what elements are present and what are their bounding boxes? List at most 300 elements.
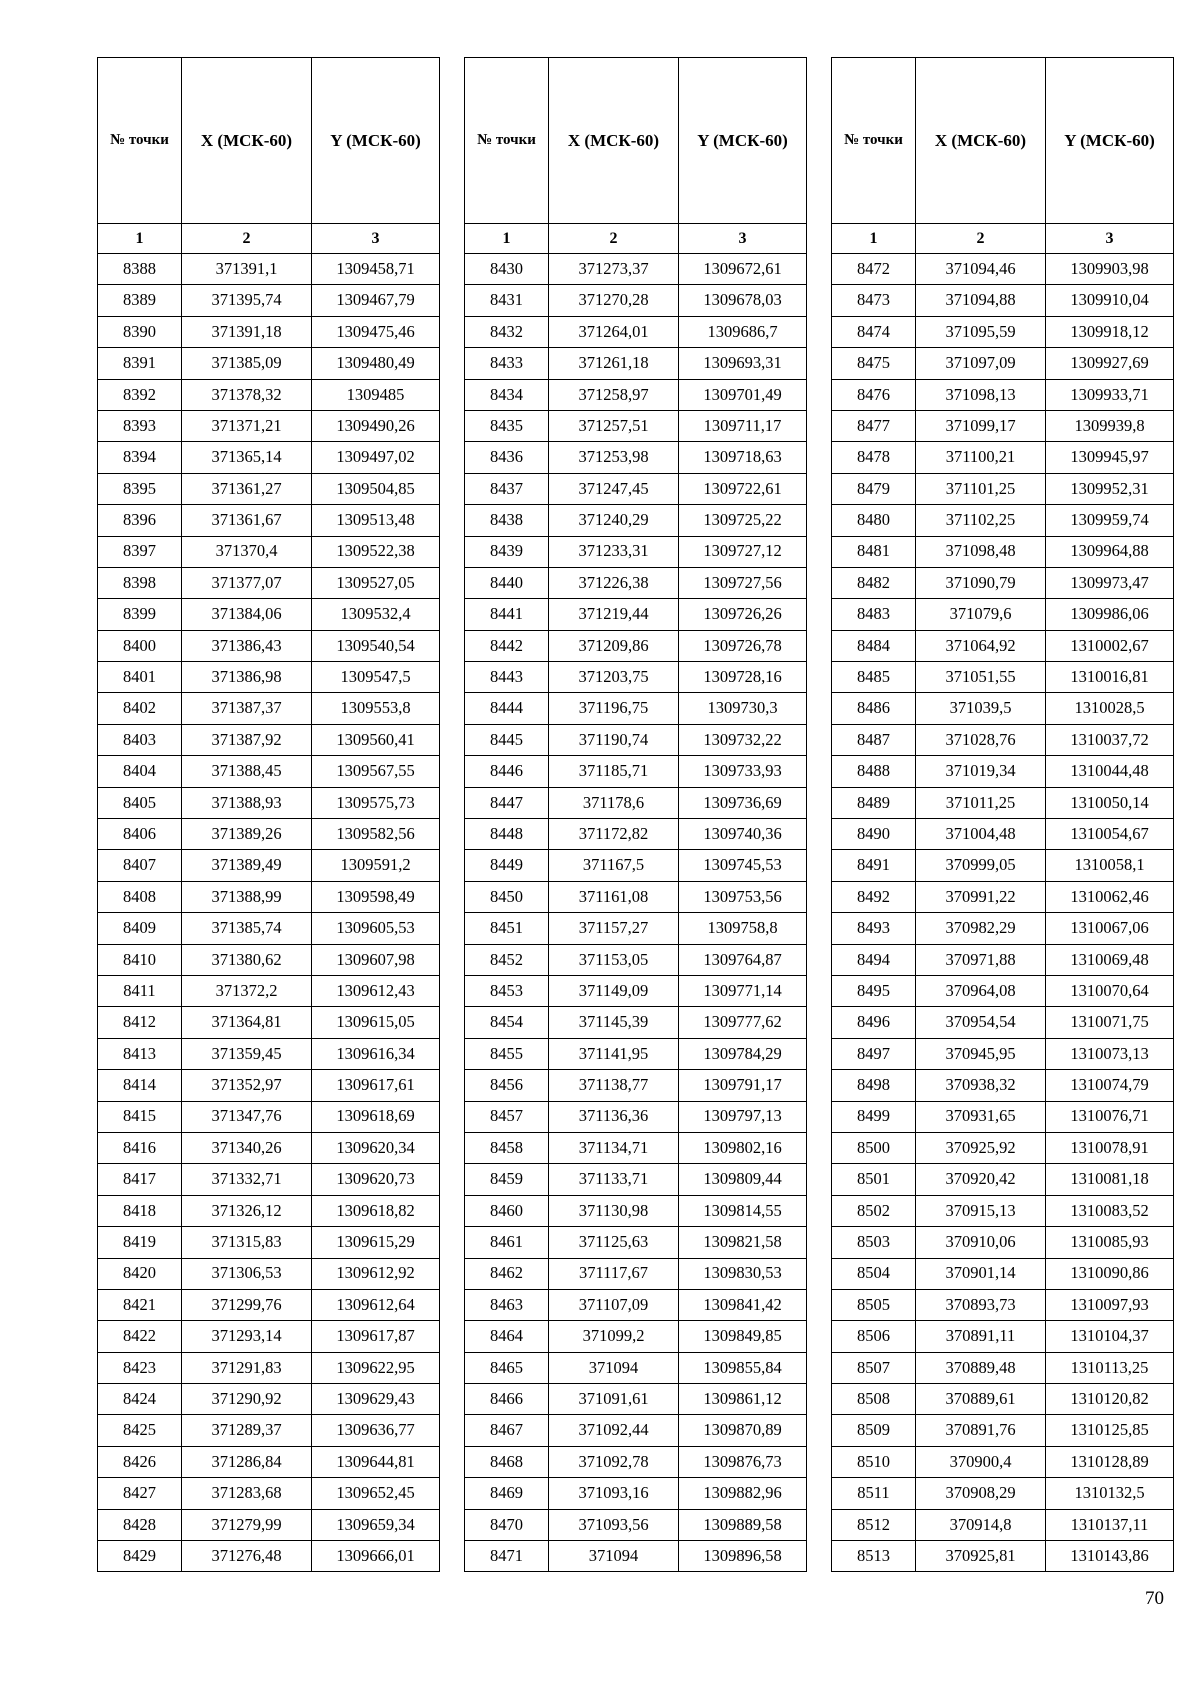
y-cell: 1309882,96: [679, 1478, 807, 1509]
point-number-cell: 8500: [832, 1132, 916, 1163]
table-row: [832, 944, 1174, 975]
point-number-cell: 8440: [465, 567, 549, 598]
point-number-cell: 8490: [832, 819, 916, 850]
x-cell: 371098,13: [916, 379, 1046, 410]
table-row: [832, 1446, 1174, 1477]
table-row: [832, 379, 1174, 410]
table-row: [465, 1070, 807, 1101]
y-cell: 1309458,71: [312, 254, 440, 285]
point-number-cell: 8415: [98, 1101, 182, 1132]
y-cell: 1310062,46: [1046, 881, 1174, 912]
y-cell: 1309939,8: [1046, 410, 1174, 441]
header-point-number: № точки: [465, 58, 549, 224]
y-cell: 1309777,62: [679, 1007, 807, 1038]
table-row: [98, 819, 440, 850]
table-row: [832, 1384, 1174, 1415]
x-cell: 371196,75: [549, 693, 679, 724]
table-row: [832, 316, 1174, 347]
x-cell: 371290,92: [182, 1384, 312, 1415]
table-row: [832, 630, 1174, 661]
x-cell: 371094: [549, 1541, 679, 1572]
x-cell: 370914,8: [916, 1509, 1046, 1540]
x-cell: 371102,25: [916, 505, 1046, 536]
table-row: [98, 1478, 440, 1509]
y-cell: 1310137,11: [1046, 1509, 1174, 1540]
y-cell: 1309620,34: [312, 1132, 440, 1163]
table-row: [832, 975, 1174, 1006]
y-cell: 1309730,3: [679, 693, 807, 724]
point-number-cell: 8482: [832, 567, 916, 598]
table-row: [465, 1007, 807, 1038]
table-row: [832, 442, 1174, 473]
column-number-row: [98, 224, 440, 254]
table-row: [98, 285, 440, 316]
point-number-cell: 8513: [832, 1541, 916, 1572]
table-row: [98, 913, 440, 944]
y-cell: 1309618,69: [312, 1101, 440, 1132]
x-cell: 370915,13: [916, 1195, 1046, 1226]
x-cell: 371391,1: [182, 254, 312, 285]
column-number-row: [832, 224, 1174, 254]
x-cell: 371167,5: [549, 850, 679, 881]
x-cell: 371136,36: [549, 1101, 679, 1132]
table-row: [98, 850, 440, 881]
table-body: [832, 254, 1174, 1572]
x-cell: 371153,05: [549, 944, 679, 975]
column-number: 2: [549, 224, 679, 254]
point-number-cell: 8479: [832, 473, 916, 504]
page-number: 70: [1145, 1588, 1164, 1609]
point-number-cell: 8427: [98, 1478, 182, 1509]
point-number-cell: 8449: [465, 850, 549, 881]
point-number-cell: 8438: [465, 505, 549, 536]
y-cell: 1309467,79: [312, 285, 440, 316]
point-number-cell: 8501: [832, 1164, 916, 1195]
y-cell: 1309740,36: [679, 819, 807, 850]
table-row: [465, 819, 807, 850]
x-cell: 370901,14: [916, 1258, 1046, 1289]
y-cell: 1309540,54: [312, 630, 440, 661]
point-number-cell: 8410: [98, 944, 182, 975]
point-number-cell: 8394: [98, 442, 182, 473]
table-row: [832, 1227, 1174, 1258]
point-number-cell: 8512: [832, 1509, 916, 1540]
y-cell: 1309758,8: [679, 913, 807, 944]
table-row: [832, 1164, 1174, 1195]
x-cell: 370891,11: [916, 1321, 1046, 1352]
table-row: [832, 599, 1174, 630]
point-number-cell: 8493: [832, 913, 916, 944]
y-cell: 1309485: [312, 379, 440, 410]
x-cell: 371097,09: [916, 348, 1046, 379]
point-number-cell: 8408: [98, 881, 182, 912]
point-number-cell: 8424: [98, 1384, 182, 1415]
point-number-cell: 8388: [98, 254, 182, 285]
table-row: [98, 1384, 440, 1415]
y-cell: 1310120,82: [1046, 1384, 1174, 1415]
x-cell: 371364,81: [182, 1007, 312, 1038]
table-row: [98, 1195, 440, 1226]
y-cell: 1309727,12: [679, 536, 807, 567]
table-row: [465, 662, 807, 693]
point-number-cell: 8422: [98, 1321, 182, 1352]
table-row: [465, 442, 807, 473]
y-cell: 1309672,61: [679, 254, 807, 285]
table-row: [832, 254, 1174, 285]
table-row: [98, 348, 440, 379]
point-number-cell: 8432: [465, 316, 549, 347]
x-cell: 371092,44: [549, 1415, 679, 1446]
x-cell: 370945,95: [916, 1038, 1046, 1069]
header-row: [832, 58, 1174, 224]
table-row: [98, 1132, 440, 1163]
x-cell: 371039,5: [916, 693, 1046, 724]
x-cell: 371098,48: [916, 536, 1046, 567]
y-cell: 1309547,5: [312, 662, 440, 693]
point-number-cell: 8390: [98, 316, 182, 347]
table-row: [98, 787, 440, 818]
table-row: [98, 1352, 440, 1383]
y-cell: 1310085,93: [1046, 1227, 1174, 1258]
point-number-cell: 8468: [465, 1446, 549, 1477]
point-number-cell: 8434: [465, 379, 549, 410]
table-row: [832, 1070, 1174, 1101]
x-cell: 371377,07: [182, 567, 312, 598]
y-cell: 1309607,98: [312, 944, 440, 975]
point-number-cell: 8472: [832, 254, 916, 285]
table-row: [98, 1258, 440, 1289]
y-cell: 1310070,64: [1046, 975, 1174, 1006]
point-number-cell: 8478: [832, 442, 916, 473]
point-number-cell: 8396: [98, 505, 182, 536]
table-row: [465, 1164, 807, 1195]
column-number: 1: [98, 224, 182, 254]
x-cell: 371117,67: [549, 1258, 679, 1289]
x-cell: 370964,08: [916, 975, 1046, 1006]
x-cell: 371093,16: [549, 1478, 679, 1509]
table-row: [465, 536, 807, 567]
table-row: [465, 567, 807, 598]
point-number-cell: 8392: [98, 379, 182, 410]
y-cell: 1309666,01: [312, 1541, 440, 1572]
table-row: [98, 1038, 440, 1069]
point-number-cell: 8466: [465, 1384, 549, 1415]
point-number-cell: 8436: [465, 442, 549, 473]
point-number-cell: 8476: [832, 379, 916, 410]
table-row: [832, 473, 1174, 504]
table-row: [465, 410, 807, 441]
point-number-cell: 8454: [465, 1007, 549, 1038]
point-number-cell: 8437: [465, 473, 549, 504]
point-number-cell: 8489: [832, 787, 916, 818]
x-cell: 371315,83: [182, 1227, 312, 1258]
table-row: [465, 1352, 807, 1383]
x-cell: 371386,43: [182, 630, 312, 661]
point-number-cell: 8453: [465, 975, 549, 1006]
y-cell: 1309490,26: [312, 410, 440, 441]
y-cell: 1309903,98: [1046, 254, 1174, 285]
table-row: [98, 473, 440, 504]
point-number-cell: 8439: [465, 536, 549, 567]
x-cell: 371209,86: [549, 630, 679, 661]
table-row: [98, 1007, 440, 1038]
table-row: [465, 1509, 807, 1540]
column-number: 3: [312, 224, 440, 254]
y-cell: 1309952,31: [1046, 473, 1174, 504]
y-cell: 1309605,53: [312, 913, 440, 944]
y-cell: 1309582,56: [312, 819, 440, 850]
y-cell: 1309849,85: [679, 1321, 807, 1352]
y-cell: 1309522,38: [312, 536, 440, 567]
point-number-cell: 8431: [465, 285, 549, 316]
y-cell: 1309841,42: [679, 1289, 807, 1320]
x-cell: 371107,09: [549, 1289, 679, 1320]
point-number-cell: 8485: [832, 662, 916, 693]
y-cell: 1310125,85: [1046, 1415, 1174, 1446]
point-number-cell: 8420: [98, 1258, 182, 1289]
point-number-cell: 8499: [832, 1101, 916, 1132]
y-cell: 1309612,64: [312, 1289, 440, 1320]
table-row: [98, 567, 440, 598]
point-number-cell: 8445: [465, 724, 549, 755]
point-number-cell: 8393: [98, 410, 182, 441]
table-row: [832, 881, 1174, 912]
x-cell: 371203,75: [549, 662, 679, 693]
y-cell: 1309771,14: [679, 975, 807, 1006]
table-row: [98, 881, 440, 912]
table-row: [98, 1541, 440, 1572]
x-cell: 371391,18: [182, 316, 312, 347]
table-row: [465, 379, 807, 410]
table-row: [98, 254, 440, 285]
y-cell: 1309870,89: [679, 1415, 807, 1446]
y-cell: 1310128,89: [1046, 1446, 1174, 1477]
x-cell: 371299,76: [182, 1289, 312, 1320]
header-y: Y (МСК-60): [1046, 58, 1174, 224]
x-cell: 371340,26: [182, 1132, 312, 1163]
point-number-cell: 8471: [465, 1541, 549, 1572]
point-number-cell: 8459: [465, 1164, 549, 1195]
x-cell: 371257,51: [549, 410, 679, 441]
y-cell: 1309959,74: [1046, 505, 1174, 536]
table-row: [465, 1384, 807, 1415]
coordinates-table-2: [464, 57, 807, 1572]
table-row: [465, 1321, 807, 1352]
point-number-cell: 8421: [98, 1289, 182, 1320]
point-number-cell: 8504: [832, 1258, 916, 1289]
x-cell: 371388,45: [182, 756, 312, 787]
table-row: [98, 316, 440, 347]
table-row: [98, 1070, 440, 1101]
x-cell: 371386,98: [182, 662, 312, 693]
y-cell: 1309809,44: [679, 1164, 807, 1195]
y-cell: 1310028,5: [1046, 693, 1174, 724]
table-row: [465, 693, 807, 724]
table-row: [832, 1038, 1174, 1069]
x-cell: 370938,32: [916, 1070, 1046, 1101]
table-row: [832, 410, 1174, 441]
x-cell: 371134,71: [549, 1132, 679, 1163]
table-row: [98, 442, 440, 473]
x-cell: 371347,76: [182, 1101, 312, 1132]
x-cell: 371388,99: [182, 881, 312, 912]
point-number-cell: 8475: [832, 348, 916, 379]
x-cell: 371273,37: [549, 254, 679, 285]
x-cell: 371388,93: [182, 787, 312, 818]
x-cell: 371293,14: [182, 1321, 312, 1352]
point-number-cell: 8480: [832, 505, 916, 536]
point-number-cell: 8457: [465, 1101, 549, 1132]
point-number-cell: 8460: [465, 1195, 549, 1226]
y-cell: 1309693,31: [679, 348, 807, 379]
table-row: [98, 693, 440, 724]
x-cell: 371264,01: [549, 316, 679, 347]
x-cell: 371149,09: [549, 975, 679, 1006]
header-y: Y (МСК-60): [679, 58, 807, 224]
y-cell: 1309732,22: [679, 724, 807, 755]
table-row: [465, 1415, 807, 1446]
y-cell: 1309591,2: [312, 850, 440, 881]
table-row: [832, 913, 1174, 944]
y-cell: 1310143,86: [1046, 1541, 1174, 1572]
column-number: 3: [1046, 224, 1174, 254]
table-row: [465, 724, 807, 755]
x-cell: 371093,56: [549, 1509, 679, 1540]
point-number-cell: 8469: [465, 1478, 549, 1509]
point-number-cell: 8464: [465, 1321, 549, 1352]
y-cell: 1309711,17: [679, 410, 807, 441]
point-number-cell: 8483: [832, 599, 916, 630]
x-cell: 371389,26: [182, 819, 312, 850]
table-row: [98, 944, 440, 975]
x-cell: 371276,48: [182, 1541, 312, 1572]
x-cell: 371385,09: [182, 348, 312, 379]
y-cell: 1309616,34: [312, 1038, 440, 1069]
table-row: [832, 1289, 1174, 1320]
point-number-cell: 8444: [465, 693, 549, 724]
header-x: X (МСК-60): [916, 58, 1046, 224]
point-number-cell: 8497: [832, 1038, 916, 1069]
table-row: [98, 379, 440, 410]
x-cell: 370999,05: [916, 850, 1046, 881]
table-row: [465, 348, 807, 379]
point-number-cell: 8463: [465, 1289, 549, 1320]
point-number-cell: 8508: [832, 1384, 916, 1415]
x-cell: 370889,48: [916, 1352, 1046, 1383]
coordinates-table-3: [831, 57, 1174, 1572]
table-row: [465, 1132, 807, 1163]
x-cell: 371326,12: [182, 1195, 312, 1226]
table-row: [832, 348, 1174, 379]
point-number-cell: 8400: [98, 630, 182, 661]
y-cell: 1310067,06: [1046, 913, 1174, 944]
y-cell: 1309617,61: [312, 1070, 440, 1101]
y-cell: 1309620,73: [312, 1164, 440, 1195]
y-cell: 1309784,29: [679, 1038, 807, 1069]
y-cell: 1309830,53: [679, 1258, 807, 1289]
table-row: [465, 1478, 807, 1509]
x-cell: 371172,82: [549, 819, 679, 850]
header-point-number: № точки: [832, 58, 916, 224]
table-row: [98, 756, 440, 787]
x-cell: 371247,45: [549, 473, 679, 504]
y-cell: 1309764,87: [679, 944, 807, 975]
y-cell: 1309622,95: [312, 1352, 440, 1383]
x-cell: 370971,88: [916, 944, 1046, 975]
y-cell: 1309480,49: [312, 348, 440, 379]
point-number-cell: 8447: [465, 787, 549, 818]
y-cell: 1309814,55: [679, 1195, 807, 1226]
x-cell: 371279,99: [182, 1509, 312, 1540]
y-cell: 1309513,48: [312, 505, 440, 536]
x-cell: 370920,42: [916, 1164, 1046, 1195]
point-number-cell: 8426: [98, 1446, 182, 1477]
point-number-cell: 8402: [98, 693, 182, 724]
table-row: [98, 1415, 440, 1446]
y-cell: 1309896,58: [679, 1541, 807, 1572]
y-cell: 1310132,5: [1046, 1478, 1174, 1509]
y-cell: 1309617,87: [312, 1321, 440, 1352]
point-number-cell: 8474: [832, 316, 916, 347]
point-number-cell: 8496: [832, 1007, 916, 1038]
table-row: [465, 1038, 807, 1069]
point-number-cell: 8417: [98, 1164, 182, 1195]
table-row: [465, 1289, 807, 1320]
table-row: [832, 1541, 1174, 1572]
x-cell: 371079,6: [916, 599, 1046, 630]
x-cell: 371185,71: [549, 756, 679, 787]
y-cell: 1309945,97: [1046, 442, 1174, 473]
column-number: 3: [679, 224, 807, 254]
point-number-cell: 8404: [98, 756, 182, 787]
x-cell: 371387,37: [182, 693, 312, 724]
x-cell: 371286,84: [182, 1446, 312, 1477]
point-number-cell: 8442: [465, 630, 549, 661]
y-cell: 1309618,82: [312, 1195, 440, 1226]
table-row: [832, 1258, 1174, 1289]
x-cell: 371378,32: [182, 379, 312, 410]
point-number-cell: 8477: [832, 410, 916, 441]
x-cell: 370908,29: [916, 1478, 1046, 1509]
x-cell: 370889,61: [916, 1384, 1046, 1415]
point-number-cell: 8484: [832, 630, 916, 661]
point-number-cell: 8398: [98, 567, 182, 598]
point-number-cell: 8506: [832, 1321, 916, 1352]
y-cell: 1309736,69: [679, 787, 807, 818]
table-row: [832, 1321, 1174, 1352]
table-body: [465, 254, 807, 1572]
y-cell: 1309629,43: [312, 1384, 440, 1415]
y-cell: 1310074,79: [1046, 1070, 1174, 1101]
y-cell: 1309678,03: [679, 285, 807, 316]
x-cell: 371051,55: [916, 662, 1046, 693]
point-number-cell: 8407: [98, 850, 182, 881]
y-cell: 1309986,06: [1046, 599, 1174, 630]
x-cell: 371130,98: [549, 1195, 679, 1226]
x-cell: 370931,65: [916, 1101, 1046, 1132]
point-number-cell: 8481: [832, 536, 916, 567]
y-cell: 1309753,56: [679, 881, 807, 912]
y-cell: 1309733,93: [679, 756, 807, 787]
y-cell: 1309973,47: [1046, 567, 1174, 598]
table-row: [465, 630, 807, 661]
y-cell: 1309889,58: [679, 1509, 807, 1540]
y-cell: 1310058,1: [1046, 850, 1174, 881]
point-number-cell: 8423: [98, 1352, 182, 1383]
y-cell: 1309532,4: [312, 599, 440, 630]
table-row: [98, 1509, 440, 1540]
y-cell: 1310104,37: [1046, 1321, 1174, 1352]
